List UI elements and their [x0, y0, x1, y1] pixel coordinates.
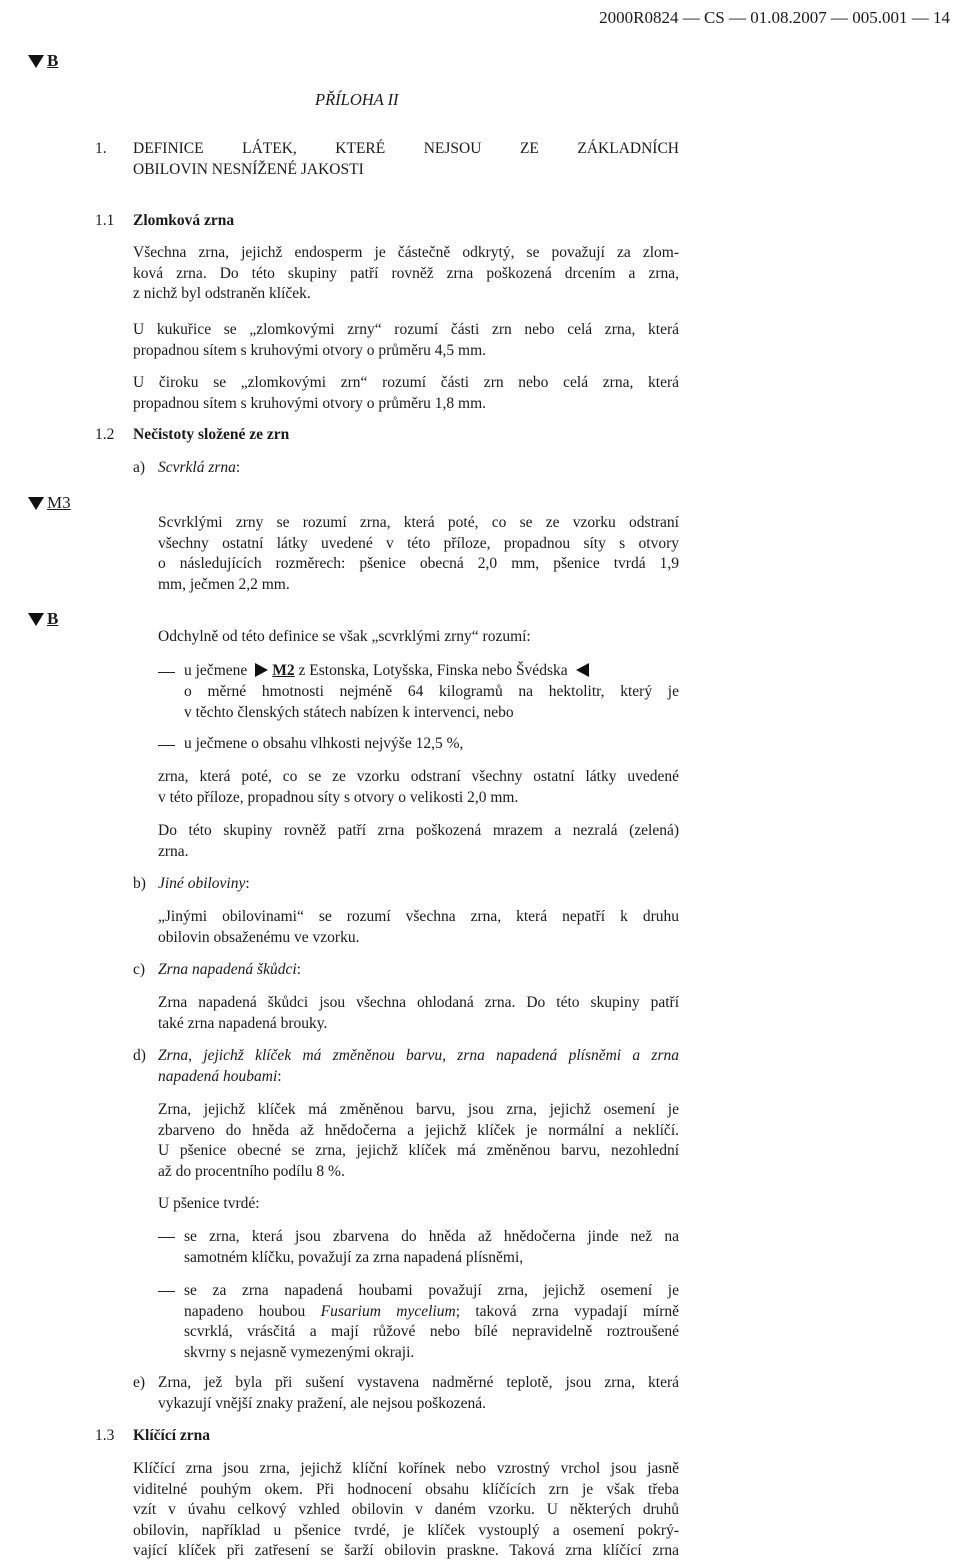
paragraph: Do této skupiny rovněž patří zrna poškozená mrazem a nezralá (zelená) zrna.: [158, 822, 679, 860]
paragraph: Zrna, jež byla při sušení vystavena nadměrné teplotě, jsou zrna, která vykazují vnější znaky pražení, ale nejsou poškozená.: [158, 1374, 679, 1412]
dash-bullet: [158, 745, 175, 746]
section-number: 1.: [95, 140, 107, 157]
subsection-title: Klíčící zrna: [133, 1427, 211, 1444]
paragraph: Všechna zrna, jejichž endosperm je částečně odkrytý, se považují za zlom- ková zrna. Do této skupiny patří rovněž zrna poškozená drcením a zrna, z nichž byl odstraněn klíček.: [133, 244, 679, 302]
paragraph: Klíčící zrna jsou zrna, jejichž klíční kořínek nebo vzrostný vrchol jsou jasně viditelné pouhým okem. Při hodnocení obsahu klíčících zrn je však třeba vzít v úvahu celkový vzhled obilovin v daném vzorku. U některých druhů obilovin, například u pšenice tvrdé, je klíček vystouplý a osemení pokrý- vající klíček při zatřesení se šarží obilovin praskne. Taková zrna klíčící zrna: [133, 1460, 679, 1559]
paragraph: Odchylně od této definice se však „scvrklými zrny“ rozumí:: [158, 628, 531, 645]
subsection-number: 1.3: [95, 1427, 115, 1444]
amendment-marker-b[interactable]: B: [28, 51, 58, 71]
section-title: DEFINICE LÁTEK, KTERÉ NEJSOU ZE ZÁKLADNÍCH OBILOVIN NESNÍŽENÉ JAKOSTI: [133, 140, 679, 178]
amendment-marker-b[interactable]: B: [28, 609, 58, 629]
paragraph: U kukuřice se „zlomkovými zrny“ rozumí části zrn nebo celá zrna, která propadnou sítem s kruhovými otvory o průměru 4,5 mm.: [133, 321, 679, 359]
item-label: e): [133, 1374, 146, 1391]
dash-bullet: [158, 1291, 175, 1292]
list-item: u ječmene o obsahu vlhkosti nejvýše 12,5 %,: [184, 735, 464, 752]
paragraph: Scvrklými zrny se rozumí zrna, která poté, co se ze vzorku odstraní všechny ostatní látky uvedené v této příloze, propadnou síty s otvory o následujících rozměrech: pšenice obecná 2,0 mm, pšenice tvrdá 1,9 mm, ječmen 2,2 mm.: [158, 514, 679, 593]
amendment-marker-m3[interactable]: M3: [28, 493, 71, 513]
down-triangle-icon: [28, 497, 44, 510]
item-label: a): [133, 459, 146, 476]
item-label: c): [133, 961, 146, 978]
subsection-title: Zlomková zrna: [133, 212, 235, 229]
list-item: se za zrna napadená houbami považují zrna, jejichž osemení je napadeno houbou Fusarium mycelium; taková zrna vypadají mírně scvrklá, vrásčitá a mají růžové nebo bílé nepravidelně roztroušené skvrny s nejasně vymezenými okraji.: [184, 1282, 679, 1361]
paragraph: Zrna napadená škůdci jsou všechna ohlodaná zrna. Do této skupiny patří také zrna napadená brouky.: [158, 994, 679, 1032]
item-title: Scvrklá zrna:: [158, 459, 241, 476]
left-triangle-icon: [576, 663, 589, 677]
list-item: u ječmene M2 z Estonska, Lotyšska, Finska nebo Švédska: [184, 662, 679, 680]
down-triangle-icon: [28, 55, 44, 68]
item-title: Zrna, jejichž klíček má změněnou barvu, zrna napadená plísněmi a zrna napadená houbami:: [158, 1047, 679, 1085]
dash-bullet: [158, 672, 175, 673]
list-item-continuation: o měrné hmotnosti nejméně 64 kilogramů na hektolitr, který je v těchto členských státech nabízen k intervenci, nebo: [184, 683, 679, 721]
item-title: Zrna napadená škůdci:: [158, 961, 301, 978]
subsection-title: Nečistoty složené ze zrn: [133, 426, 290, 443]
dash-bullet: [158, 1237, 175, 1238]
list-item: se zrna, která jsou zbarvena do hněda až hnědočerna jinde než na samotném klíčku, považují za zrna napadená plísněmi,: [184, 1228, 679, 1266]
item-label: d): [133, 1047, 146, 1064]
paragraph: U pšenice tvrdé:: [158, 1195, 260, 1212]
amendment-link-m2[interactable]: M2: [272, 662, 295, 679]
item-title: Jiné obiloviny:: [158, 875, 250, 892]
subsection-number: 1.1: [95, 212, 115, 229]
item-label: b): [133, 875, 146, 892]
down-triangle-icon: [28, 613, 44, 626]
paragraph: „Jinými obilovinami“ se rozumí všechna zrna, která nepatří k druhu obilovin obsaženému ve vzorku.: [158, 908, 679, 946]
paragraph: zrna, která poté, co se ze vzorku odstraní všechny ostatní látky uvedené v této příloze, propadnou síty s otvory o velikosti 2,0 mm.: [158, 768, 679, 806]
subsection-number: 1.2: [95, 426, 115, 443]
paragraph: U čiroku se „zlomkovými zrn“ rozumí části zrn nebo celá zrna, která propadnou sítem s kruhovými otvory o průměru 1,8 mm.: [133, 374, 679, 412]
document-reference-header: 2000R0824 — CS — 01.08.2007 — 005.001 — 14: [599, 8, 950, 27]
right-triangle-icon: [255, 663, 268, 677]
paragraph: Zrna, jejichž klíček má změněnou barvu, jsou zrna, jejichž osemení je zbarveno do hněda až hnědočerna a jejichž klíček je normální a neklíčí. U pšenice obecné se zrna, jejichž klíček má změněnou barvu, nezohlední až do procentního podílu 8 %.: [158, 1101, 679, 1180]
annex-title: PŘÍLOHA II: [315, 90, 399, 109]
